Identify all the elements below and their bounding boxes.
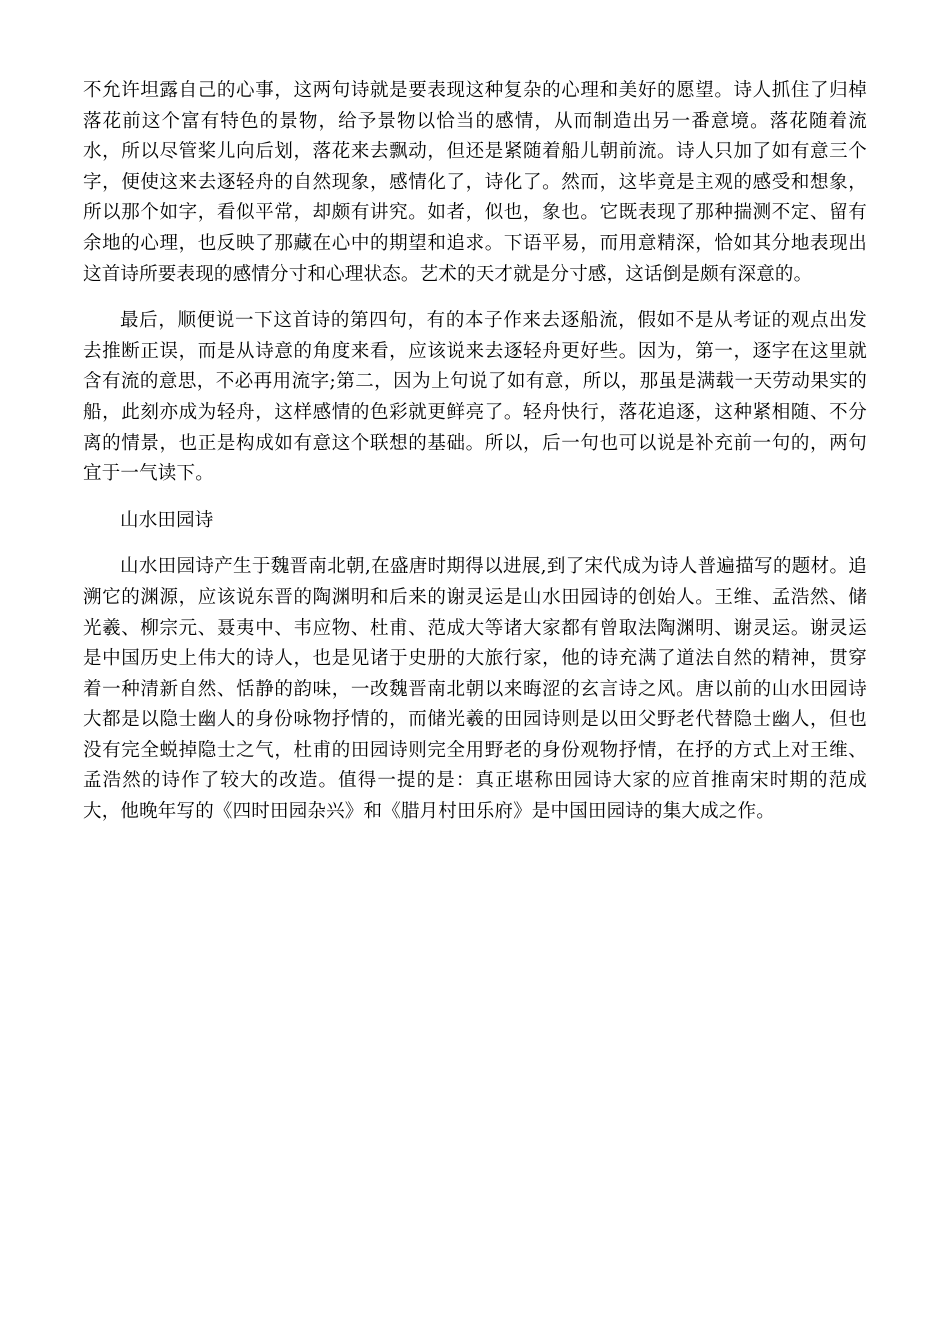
paragraph-landscape-pastoral-poetry: 山水田园诗产生于魏晋南北朝,在盛唐时期得以进展,到了宋代成为诗人普遍描写的题材。追溯它的渊源，应该说东晋的陶渊明和后来的谢灵运是山水田园诗的创始人。王维、孟浩然、储光羲、柳宗元、聂夷中、韦应物、杜甫、范成大等诸大家都有曾取法陶渊明、谢灵运。谢灵运是中国历史上伟大的诗人，也是见诸于史册的大旅行家，他的诗充满了道法自然的精神，贯穿着一种清新自然、恬静的韵味，一改魏晋南北朝以来晦涩的玄言诗之风。唐以前的山水田园诗大都是以隐士幽人的身份咏物抒情的，而储光羲的田园诗则是以田父野老代替隐士幽人，但也没有完全蜕掉隐士之气，杜甫的田园诗则完全用野老的身份观物抒情，在抒的方式上对王维、孟浩然的诗作了较大的改造。值得一提的是：真正堪称田园诗大家的应首推南宋时期的范成大，他晚年写的《四时田园杂兴》和《腊月村田乐府》是中国田园诗的集大成之作。 — [83, 556, 867, 823]
document-body — [83, 76, 867, 828]
section-heading: 山水田园诗 — [120, 509, 214, 531]
paragraph-fourth-line-discussion: 最后，顺便说一下这首诗的第四句，有的本子作来去逐船流，假如不是从考证的观点出发去推断正误，而是从诗意的角度来看，应该说来去逐轻舟更好些。因为，第一，逐字在这里就含有流的意思，不必再用流字;第二，因为上句说了如有意，所以，那虽是满载一天劳动果实的船，此刻亦成为轻舟，这样感情的色彩就更鲜亮了。轻舟快行，落花追逐，这种紧相随、不分离的情景，也正是构成如有意这个联想的基础。所以，后一句也可以说是补充前一句的，两句宜于一气读下。 — [83, 310, 867, 485]
paragraph-continuation: 不允许坦露自己的心事，这两句诗就是要表现这种复杂的心理和美好的愿望。诗人抓住了归棹落花前这个富有特色的景物，给予景物以恰当的感情，从而制造出另一番意境。落花随着流水，所以尽管桨儿向后划，落花来去飘动，但还是紧随着船儿朝前流。诗人只加了如有意三个字，便使这来去逐轻舟的自然现象，感情化了，诗化了。然而，这毕竟是主观的感受和想象，所以那个如字，看似平常，却颇有讲究。如者，似也，象也。它既表现了那种揣测不定、留有余地的心理，也反映了那藏在心中的期望和追求。下语平易，而用意精深，恰如其分地表现出这首诗所要表现的感情分寸和心理状态。艺术的天才就是分寸感，这话倒是颇有深意的。 — [83, 80, 867, 285]
